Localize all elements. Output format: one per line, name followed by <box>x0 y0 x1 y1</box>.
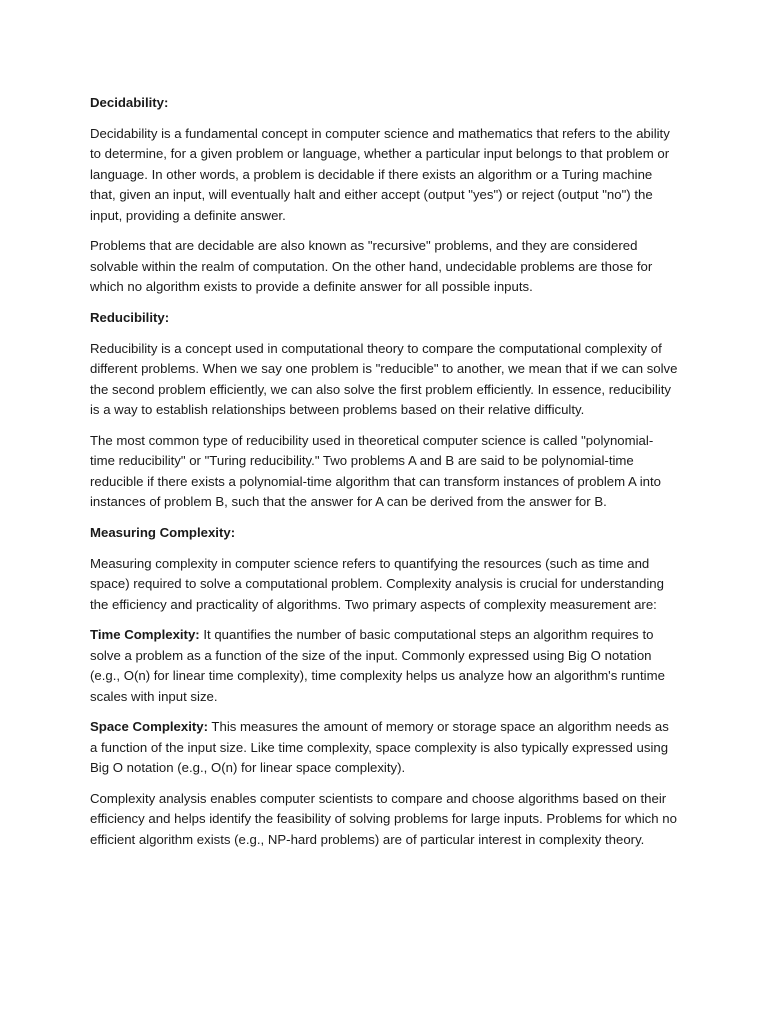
paragraph-space-complexity <box>90 717 678 778</box>
paragraph-reducibility-definition: Reducibility is a concept used in computational theory to compare the computational complexity of different problems. When we say one problem is "reducible" to another, we mean that if we can solve the second problem efficiently, we can also solve the first problem efficiently. In essence, reducibility is a way to establish relationships between problems based on their relative difficulty. <box>90 340 678 418</box>
heading-reducibility: Reducibility: <box>90 309 170 325</box>
paragraph-complexity-conclusion: Complexity analysis enables computer scientists to compare and choose algorithms based on their efficiency and helps identify the feasibility of solving problems for large inputs. Problems for which no efficient algorithm exists (e.g., NP-hard problems) are of particular interest in complexity theory. <box>90 791 677 847</box>
paragraph-decidability-recursive: Problems that are decidable are also known as "recursive" problems, and they are considered solvable within the realm of computation. On the other hand, undecidable problems are those for which no algorithm exists to provide a definite answer for all possible inputs. <box>90 238 653 295</box>
paragraph-measuring-intro: Measuring complexity in computer science refers to quantifying the resources (such as time and space) required to solve a computational problem. Complexity analysis is crucial for understanding the efficiency and practicality of algorithms. Two primary aspects of complexity measurement are: <box>90 555 664 612</box>
paragraph-time-complexity <box>90 625 678 707</box>
space-complexity-text: This measures the amount of memory or storage space an algorithm needs as a function of the input size. Like time complexity, space complexity is also typically expressed using Big O notation (e.g., O(n) for linear space complexity). <box>90 719 669 776</box>
time-complexity-label: Time Complexity: <box>90 627 200 643</box>
space-complexity-label: Space Complexity: <box>90 719 208 735</box>
time-complexity-text: It quantifies the number of basic computational steps an algorithm requires to solve a problem as a function of the size of the input. Commonly expressed using Big O notation (e.g., O(n) for linear time complexity), time complexity helps us analyze how an algorithm's runtime scales with input size. <box>90 627 665 704</box>
heading-measuring-complexity: Measuring Complexity: <box>90 524 236 540</box>
heading-decidability: Decidability: <box>90 95 169 110</box>
paragraph-decidability-definition: Decidability is a fundamental concept in computer science and mathematics that refers to the ability to determine, for a given problem or language, whether a particular input belongs to that problem or language. In other words, a problem is decidable if there exists an algorithm or a Turing machine that, given an input, will eventually halt and either accept (output "yes") or reject (output "no") the input, providing a definite answer. <box>90 125 670 223</box>
paragraph-reducibility-polynomial: The most common type of reducibility used in theoretical computer science is called "polynomial-time reducibility" or "Turing reducibility." Two problems A and B are said to be polynomial-time reducible if there exists a polynomial-time algorithm that can transform instances of problem A into instances of problem B, such that the answer for A can be derived from the answer for B. <box>90 432 661 510</box>
